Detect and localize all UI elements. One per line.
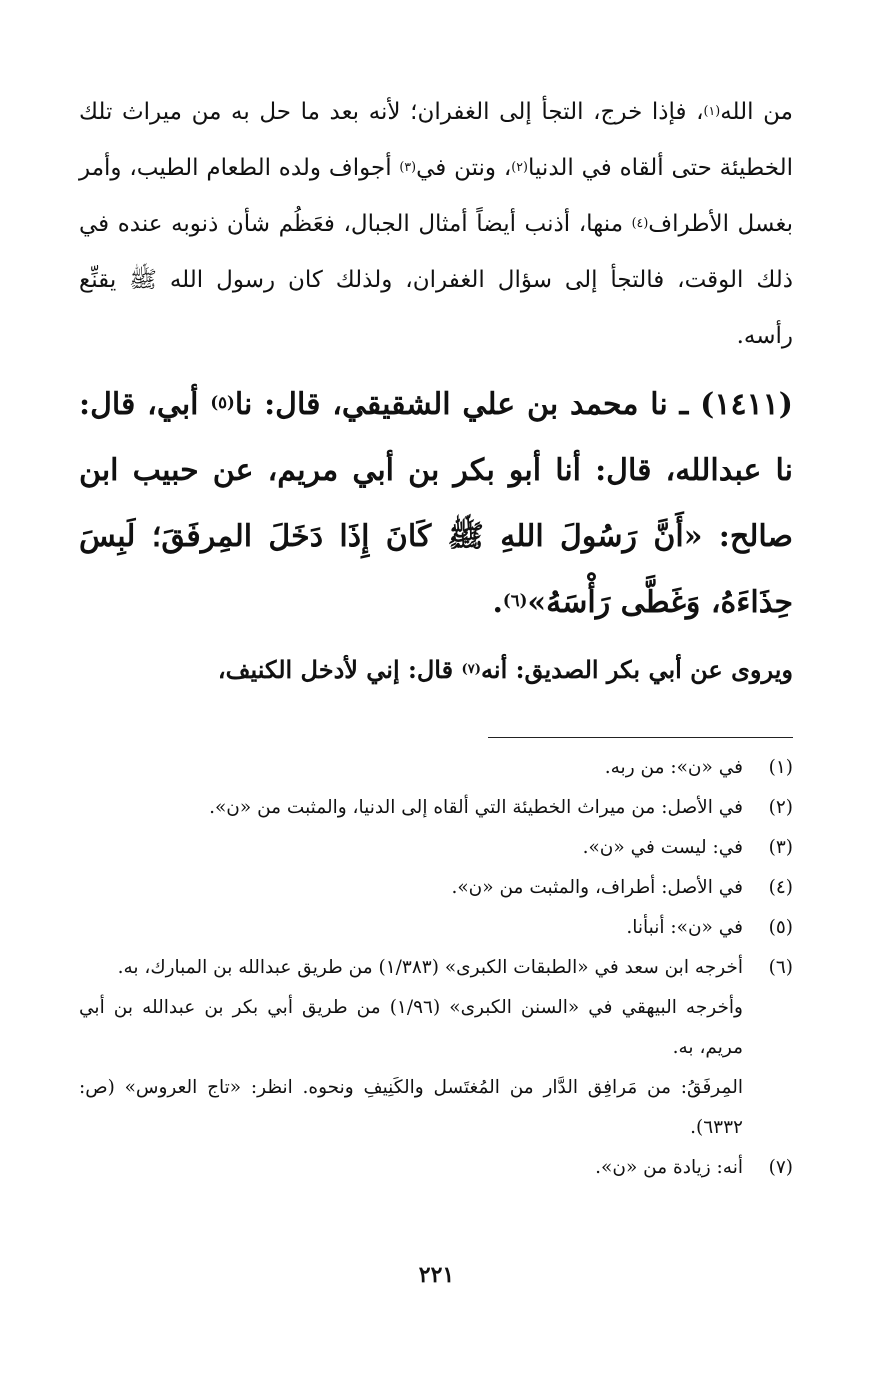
footnotes-list — [79, 748, 793, 1188]
body-text-segment: من الله — [720, 99, 793, 125]
footnote-number: (٢) — [768, 797, 793, 818]
body-text-segment: ، ونتن في — [416, 155, 512, 181]
footnote-number — [743, 988, 793, 1068]
footnote-ref[interactable]: (٣) — [399, 158, 417, 174]
hadith-text-segment: ـ نا محمد بن علي الشقيقي، قال: نا — [234, 387, 701, 422]
footnote-item — [79, 748, 793, 788]
footnote-text: المِرفَقُ: من مَرافِق الدَّار من المُغتَسل والكَنِيفِ ونحوه. انظر: «تاج العروس» (ص: ٦٣٣٢). — [79, 1077, 743, 1138]
footnote-number: (٦) — [768, 957, 793, 978]
footnote-item — [79, 788, 793, 828]
body-text-segment: ، فإذا خرج، التجأ إلى الغفران؛ لأنه بعد ما حل به من ميراث تلك الخطيئة حتى ألقاه في الدنيا — [79, 99, 793, 181]
footnote-item — [79, 828, 793, 868]
narration-line — [79, 642, 793, 698]
footnote-number: (٥) — [768, 917, 793, 938]
footnote-text: أنه: زيادة من «ن». — [595, 1157, 743, 1178]
footnote-item — [79, 948, 793, 988]
narration-text-segment: ويروى عن أبي بكر الصديق: أنه — [481, 655, 793, 684]
footnote-ref[interactable]: (٦) — [502, 591, 528, 611]
footnote-continuation — [79, 988, 793, 1068]
footnote-number — [743, 1068, 793, 1148]
footnote-item — [79, 908, 793, 948]
hadith-text-segment: . — [492, 585, 503, 620]
footnote-text: في الأصل: من ميراث الخطيئة التي ألقاه إلى الدنيا، والمثبت من «ن». — [209, 797, 743, 818]
footnote-text: في «ن»: أنبأنا. — [626, 917, 743, 938]
footnote-continuation — [79, 1068, 793, 1148]
hadith-number: (١٤١١) — [700, 387, 793, 422]
footnote-ref[interactable]: (٤) — [631, 214, 649, 230]
footnote-divider — [488, 737, 793, 738]
footnote-ref[interactable]: (١) — [703, 102, 721, 118]
footnote-text: في الأصل: أطراف، والمثبت من «ن». — [451, 877, 743, 898]
hadith-paragraph — [79, 372, 793, 636]
footnote-number: (٤) — [768, 877, 793, 898]
footnote-number: (١) — [768, 757, 793, 778]
body-text-segment: أجواف ولده الطعام الطيب، وأمر بغسل الأطراف — [79, 155, 793, 237]
hadith-text-segment: أبي، قال: نا عبدالله، قال: أنا أبو بكر بن أبي مريم، عن حبيب ابن صالح: «أَنَّ رَسُولَ اللهِ ﷺ كَانَ إِذَا دَخَلَ المِرفَقَ؛ لَبِسَ حِذَاءَهُ، وَغَطَّى رَأْسَهُ» — [79, 387, 793, 620]
footnote-number: (٣) — [768, 837, 793, 858]
footnote-text: وأخرجه البيهقي في «السنن الكبرى» (١/٩٦) من طريق أبي بكر بن عبدالله بن أبي مريم، به. — [79, 997, 743, 1058]
footnote-ref[interactable]: (٥) — [210, 393, 235, 413]
page-number: ٢٢١ — [418, 1262, 455, 1288]
body-text-segment: منها، أذنب أيضاً أمثال الجبال، فعَظُم شأن ذنوبه عنده في ذلك الوقت، فالتجأ إلى سؤال الغفران، ولذلك كان رسول الله ﷺ يقنِّع رأسه. — [79, 211, 793, 349]
footnote-ref[interactable]: (٢) — [511, 158, 528, 174]
narration-text-segment: قال: إني لأدخل الكنيف، — [217, 655, 462, 684]
footnote-number: (٧) — [768, 1157, 793, 1178]
body-paragraph — [79, 84, 793, 364]
footnote-text: في: ليست في «ن». — [582, 837, 743, 858]
footnote-text: في «ن»: من ربه. — [604, 757, 743, 778]
footnote-ref[interactable]: (٧) — [461, 662, 482, 678]
footnote-text: أخرجه ابن سعد في «الطبقات الكبرى» (١/٣٨٣) من طريق عبدالله بن المبارك، به. — [117, 957, 743, 978]
footnote-item — [79, 868, 793, 908]
footnote-item — [79, 1148, 793, 1188]
